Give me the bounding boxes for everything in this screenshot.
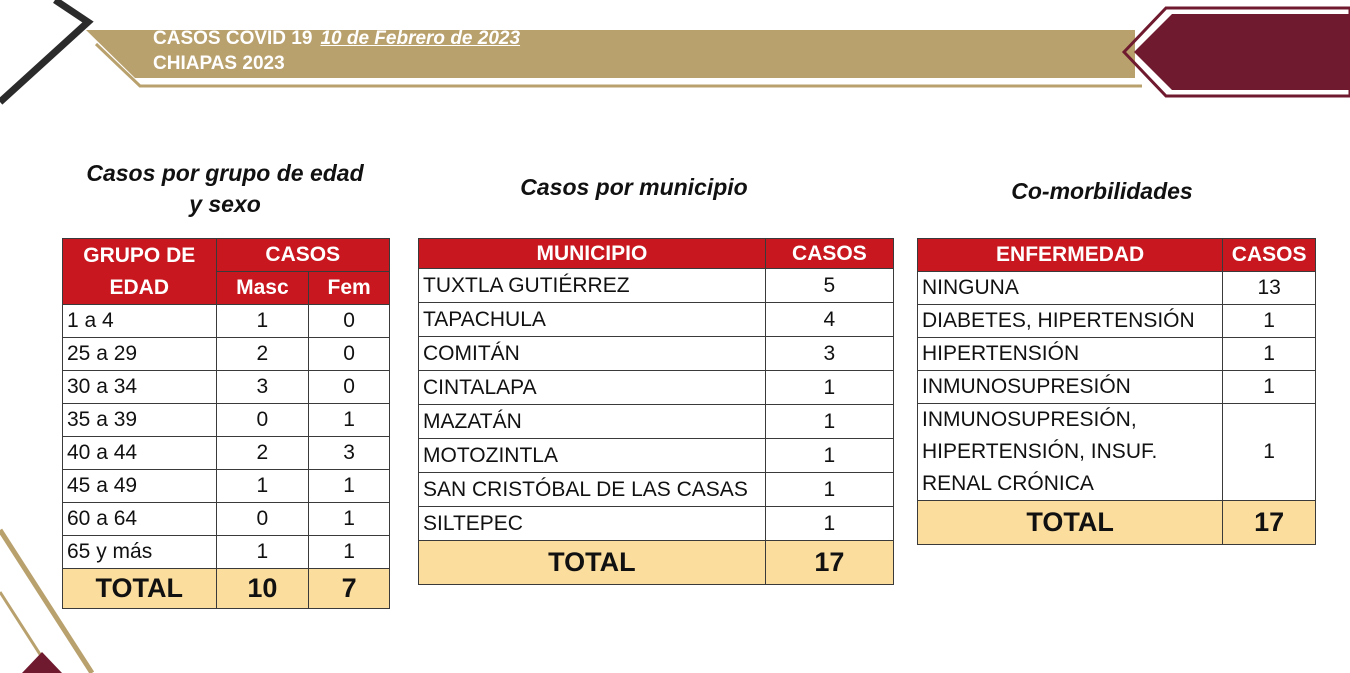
header-masc: Masc [216,272,309,305]
age-group-cell: 30 a 34 [63,371,217,404]
header-grupo-edad: GRUPO DE EDAD [63,239,217,305]
table-row [918,272,1316,305]
masc-cell: 0 [216,503,309,536]
maroon-tab [1134,14,1350,90]
age-group-cell: 25 a 29 [63,338,217,371]
masc-cell: 2 [216,437,309,470]
fem-cell: 1 [309,503,390,536]
fem-cell: 0 [309,371,390,404]
masc-cell: 1 [216,536,309,569]
table-row [63,338,390,371]
masc-cell: 1 [216,470,309,503]
cases-cell: 1 [765,439,893,473]
header-date: 10 de Febrero de 2023 [320,28,521,49]
disease-cell: DIABETES, HIPERTENSIÓN [918,305,1223,338]
table-row [918,305,1316,338]
fem-cell: 0 [309,305,390,338]
table-row [63,503,390,536]
cases-cell: 1 [1223,338,1316,371]
table-row [63,305,390,338]
cases-cell: 13 [1223,272,1316,305]
table-row [63,470,390,503]
header-title [153,28,520,50]
disease-cell: NINGUNA [918,272,1223,305]
cases-cell: 1 [765,507,893,541]
table-row [419,439,894,473]
table-row [63,404,390,437]
municipality-cell: TUXTLA GUTIÉRREZ [419,269,766,303]
age-group-cell: 65 y más [63,536,217,569]
masc-cell: 2 [216,338,309,371]
disease-cell: INMUNOSUPRESIÓN [918,371,1223,404]
masc-cell: 0 [216,404,309,437]
header-subtitle: CHIAPAS 2023 [153,53,285,74]
municipality-cell: MOTOZINTLA [419,439,766,473]
dark-corner-line [0,0,88,102]
header-casos: CASOS [765,239,893,269]
total-row [63,569,390,609]
age-group-cell: 35 a 39 [63,404,217,437]
table-row [419,337,894,371]
disease-cell: INMUNOSUPRESIÓN, HIPERTENSIÓN, INSUF. RENAL CRÓNICA [918,404,1223,501]
total-fem: 7 [309,569,390,609]
cases-cell: 5 [765,269,893,303]
table-row [419,473,894,507]
header-casos: CASOS [1223,239,1316,272]
municipality-cell: TAPACHULA [419,303,766,337]
masc-cell: 1 [216,305,309,338]
table-row [419,269,894,303]
comorbidities-table [917,238,1316,545]
table-row [419,371,894,405]
age-group-cell: 60 a 64 [63,503,217,536]
total-cases: 17 [765,541,893,585]
total-label: TOTAL [63,569,217,609]
header-fem: Fem [309,272,390,305]
maroon-triangle [22,652,62,673]
fem-cell: 1 [309,470,390,503]
fem-cell: 0 [309,338,390,371]
municipality-cell: MAZATÁN [419,405,766,439]
title-municipality: Casos por municipio [520,174,748,200]
table-row [63,437,390,470]
cases-cell: 1 [765,371,893,405]
total-cases: 17 [1223,501,1316,545]
masc-cell: 3 [216,371,309,404]
header-municipio: MUNICIPIO [419,239,766,269]
cases-cell: 1 [1223,305,1316,338]
header-casos: CASOS [216,239,390,272]
municipality-cell: SAN CRISTÓBAL DE LAS CASAS [419,473,766,507]
age-group-cell: 40 a 44 [63,437,217,470]
cases-cell: 1 [765,473,893,507]
cases-cell: 4 [765,303,893,337]
total-masc: 10 [216,569,309,609]
cases-cell: 1 [765,405,893,439]
table-row [63,371,390,404]
fem-cell: 1 [309,536,390,569]
table-row [63,536,390,569]
fem-cell: 1 [309,404,390,437]
age-group-cell: 1 a 4 [63,305,217,338]
table-row [918,338,1316,371]
table-row [419,405,894,439]
total-row [419,541,894,585]
age-group-table [62,238,390,609]
municipality-cell: CINTALAPA [419,371,766,405]
header-line1: CASOS COVID 19 [153,28,313,49]
table-row [419,303,894,337]
table-row [918,404,1316,501]
age-group-cell: 45 a 49 [63,470,217,503]
title-age-group: Casos por grupo de edad y sexo [86,160,364,217]
municipality-cell: SILTEPEC [419,507,766,541]
cases-cell: 3 [765,337,893,371]
title-comorbidities: Co-morbilidades [1011,178,1193,204]
table-row [419,507,894,541]
table-row [918,371,1316,404]
municipality-table [418,238,894,585]
municipality-cell: COMITÁN [419,337,766,371]
fem-cell: 3 [309,437,390,470]
disease-cell: HIPERTENSIÓN [918,338,1223,371]
cases-cell: 1 [1223,371,1316,404]
total-label: TOTAL [918,501,1223,545]
cases-cell: 1 [1223,404,1316,501]
total-row [918,501,1316,545]
header-enfermedad: ENFERMEDAD [918,239,1223,272]
total-label: TOTAL [419,541,766,585]
